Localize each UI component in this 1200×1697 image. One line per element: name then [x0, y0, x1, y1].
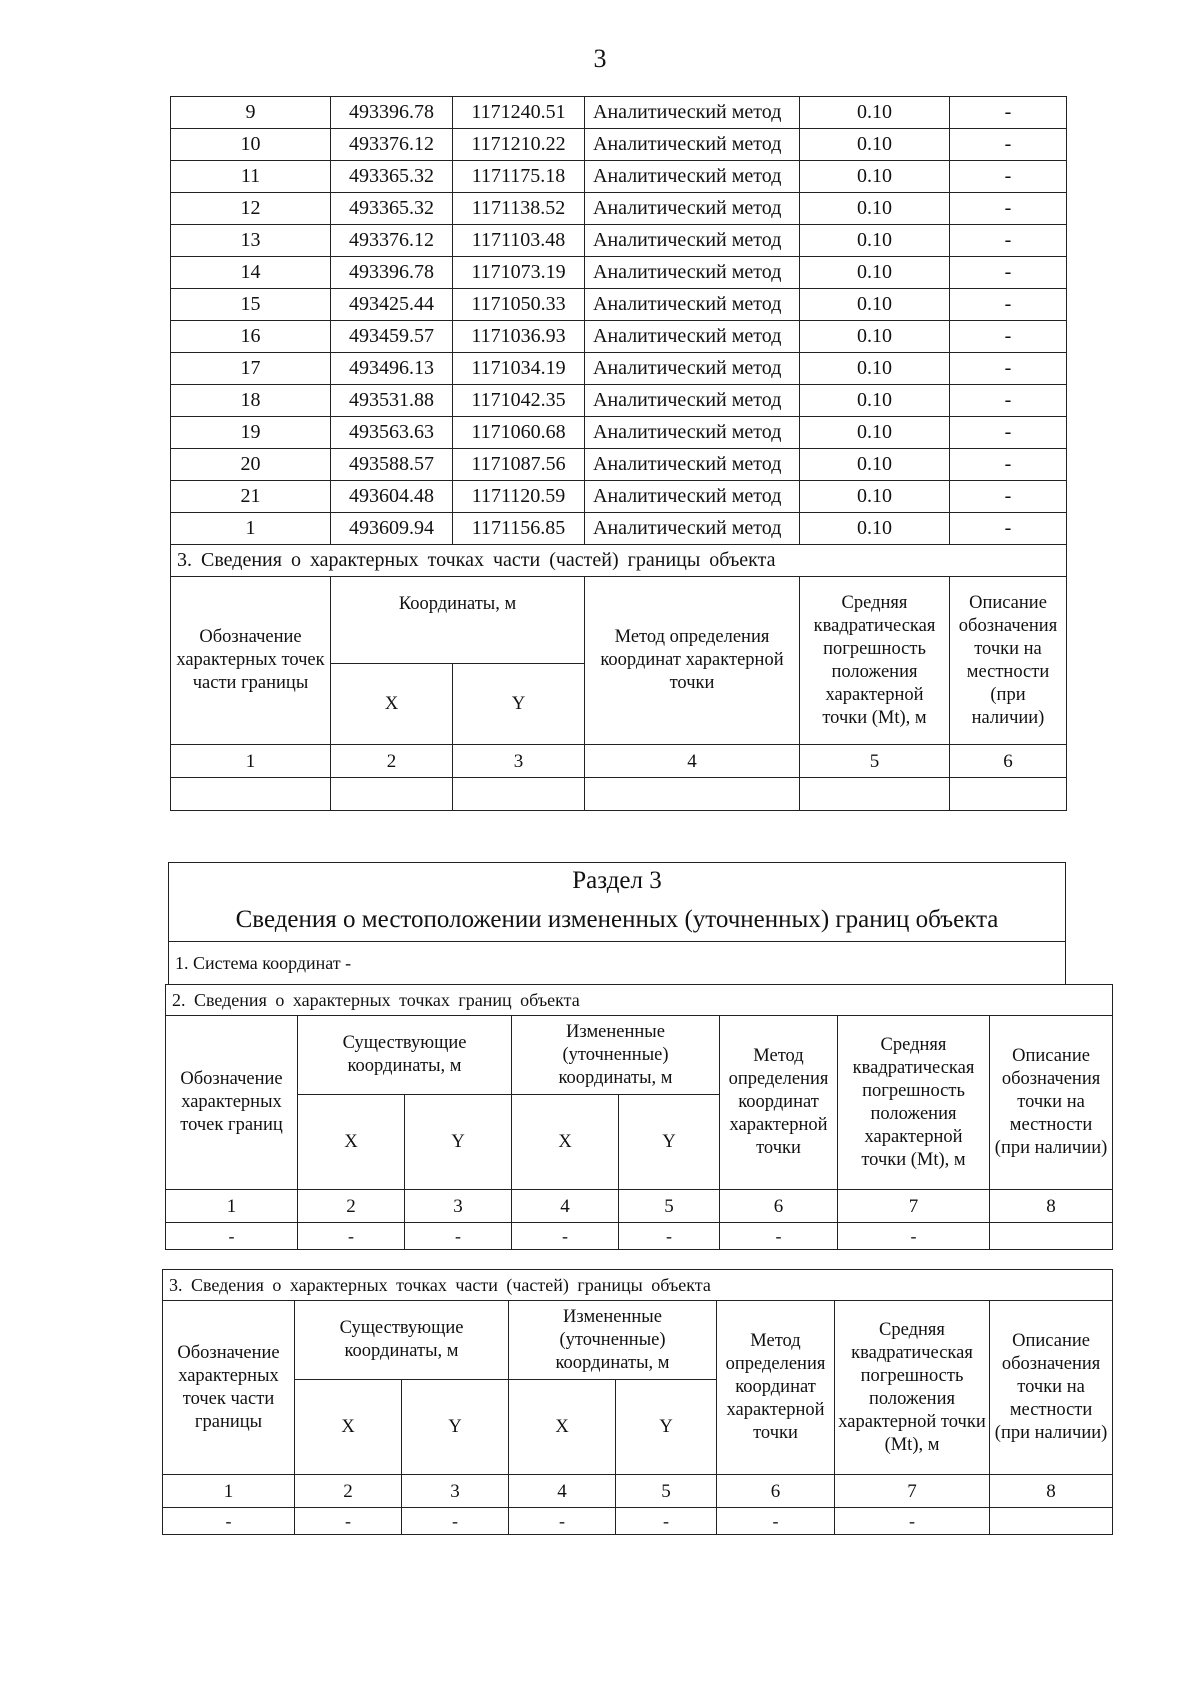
column-numbers-row — [166, 1190, 1113, 1223]
mt-value: 0.10 — [800, 193, 950, 225]
dash-cell: - — [720, 1223, 838, 1250]
dash-cell: - — [512, 1223, 619, 1250]
mt-value: 0.10 — [800, 97, 950, 129]
col-num: 2 — [298, 1190, 405, 1223]
coord-y: 1171138.52 — [453, 193, 585, 225]
coordinate-row — [171, 289, 1067, 321]
col-num: 3 — [453, 745, 585, 778]
col-num: 6 — [717, 1475, 835, 1508]
part-points-caption: 3. Сведения о характерных точках части (частей) границы объекта — [163, 1270, 1113, 1301]
point-number: 11 — [171, 161, 331, 193]
mt-value: 0.10 — [800, 129, 950, 161]
coord-x: 493496.13 — [331, 353, 453, 385]
coord-y: 1171120.59 — [453, 481, 585, 513]
col-num: 4 — [585, 745, 800, 778]
header-existing: Существующие координаты, м — [298, 1016, 512, 1095]
mt-value: 0.10 — [800, 385, 950, 417]
dash-row — [163, 1508, 1113, 1535]
header-y: Y — [616, 1380, 717, 1475]
point-number: 21 — [171, 481, 331, 513]
coord-y: 1171042.35 — [453, 385, 585, 417]
method: Аналитический метод — [585, 193, 800, 225]
point-number: 19 — [171, 417, 331, 449]
dash-cell: - — [616, 1508, 717, 1535]
column-numbers-row — [171, 745, 1067, 778]
boundary-points-table — [165, 984, 1113, 1250]
col-num: 5 — [800, 745, 950, 778]
coordinates-table — [170, 96, 1067, 811]
coord-y: 1171156.85 — [453, 513, 585, 545]
coord-x: 493609.94 — [331, 513, 453, 545]
dash-cell: - — [166, 1223, 298, 1250]
coord-x: 493425.44 — [331, 289, 453, 321]
col-num: 6 — [720, 1190, 838, 1223]
method: Аналитический метод — [585, 257, 800, 289]
point-number: 15 — [171, 289, 331, 321]
point-number: 20 — [171, 449, 331, 481]
coord-y: 1171060.68 — [453, 417, 585, 449]
mt-value: 0.10 — [800, 257, 950, 289]
empty-row — [171, 778, 1067, 811]
col-num: 2 — [295, 1475, 402, 1508]
header-method: Метод определения координат характерной точки — [720, 1016, 838, 1190]
boundary-points-caption: 2. Сведения о характерных точках границ объекта — [166, 985, 1113, 1016]
coordinate-row — [171, 481, 1067, 513]
coord-x: 493365.32 — [331, 193, 453, 225]
point-number: 16 — [171, 321, 331, 353]
header-point: Обозначение характерных точек части границы — [163, 1301, 295, 1475]
coordinate-system: 1. Система координат - — [169, 942, 1066, 985]
method: Аналитический метод — [585, 353, 800, 385]
description: - — [950, 289, 1067, 321]
dash-cell — [990, 1223, 1113, 1250]
coord-y: 1171087.56 — [453, 449, 585, 481]
header-point: Обозначение характерных точек границ — [166, 1016, 298, 1190]
method: Аналитический метод — [585, 289, 800, 321]
point-number: 14 — [171, 257, 331, 289]
description: - — [950, 417, 1067, 449]
col-num: 7 — [838, 1190, 990, 1223]
description: - — [950, 129, 1067, 161]
dash-cell: - — [509, 1508, 616, 1535]
description: - — [950, 257, 1067, 289]
part-boundary-points-table — [162, 1269, 1113, 1535]
method: Аналитический метод — [585, 161, 800, 193]
method: Аналитический метод — [585, 97, 800, 129]
razdel-header — [168, 862, 1066, 985]
mt-value: 0.10 — [800, 161, 950, 193]
header-y: Y — [453, 664, 585, 745]
coordinate-row — [171, 353, 1067, 385]
mt-value: 0.10 — [800, 225, 950, 257]
description: - — [950, 193, 1067, 225]
header-x: X — [295, 1380, 402, 1475]
col-num: 1 — [163, 1475, 295, 1508]
mt-value: 0.10 — [800, 321, 950, 353]
method: Аналитический метод — [585, 481, 800, 513]
col-num: 1 — [171, 745, 331, 778]
point-number: 12 — [171, 193, 331, 225]
razdel-title: Сведения о местоположении измененных (уточненных) границ объекта — [169, 897, 1066, 942]
header-mt: Средняя квадратическая погрешность положения характерной точки (Mt), м — [838, 1016, 990, 1190]
header-method: Метод определения координат характерной точки — [585, 577, 800, 745]
header-x: X — [509, 1380, 616, 1475]
col-num: 7 — [835, 1475, 990, 1508]
page-number: 3 — [593, 44, 607, 73]
col-num: 2 — [331, 745, 453, 778]
point-number: 9 — [171, 97, 331, 129]
col-num: 5 — [619, 1190, 720, 1223]
coord-x: 493365.32 — [331, 161, 453, 193]
coord-x: 493563.63 — [331, 417, 453, 449]
coord-x: 493531.88 — [331, 385, 453, 417]
header-point: Обозначение характерных точек части границы — [171, 577, 331, 745]
point-number: 1 — [171, 513, 331, 545]
header-mt: Средняя квадратическая погрешность положения характерной точки (Mt), м — [800, 577, 950, 745]
method: Аналитический метод — [585, 385, 800, 417]
description: - — [950, 321, 1067, 353]
header-x: X — [512, 1095, 619, 1190]
coord-x: 493588.57 — [331, 449, 453, 481]
method: Аналитический метод — [585, 417, 800, 449]
coord-y: 1171034.19 — [453, 353, 585, 385]
header-y: Y — [619, 1095, 720, 1190]
dash-cell: - — [163, 1508, 295, 1535]
dash-cell: - — [298, 1223, 405, 1250]
coordinate-row — [171, 129, 1067, 161]
header-method: Метод определения координат характерной точки — [717, 1301, 835, 1475]
method: Аналитический метод — [585, 321, 800, 353]
col-num: 6 — [950, 745, 1067, 778]
col-num: 5 — [616, 1475, 717, 1508]
method: Аналитический метод — [585, 129, 800, 161]
coordinate-row — [171, 385, 1067, 417]
coord-x: 493376.12 — [331, 129, 453, 161]
coordinate-row — [171, 257, 1067, 289]
col-num: 4 — [509, 1475, 616, 1508]
point-number: 13 — [171, 225, 331, 257]
dash-cell: - — [619, 1223, 720, 1250]
dash-cell: - — [835, 1508, 990, 1535]
col-num: 8 — [990, 1190, 1113, 1223]
header-existing: Существующие координаты, м — [295, 1301, 509, 1380]
mt-value: 0.10 — [800, 449, 950, 481]
header-desc: Описание обозначения точки на местности (при наличии) — [990, 1301, 1113, 1475]
coordinate-row — [171, 97, 1067, 129]
mt-value: 0.10 — [800, 289, 950, 321]
dash-row — [166, 1223, 1113, 1250]
coord-x: 493396.78 — [331, 257, 453, 289]
coord-x: 493376.12 — [331, 225, 453, 257]
coordinate-row — [171, 449, 1067, 481]
point-number: 10 — [171, 129, 331, 161]
header-y: Y — [405, 1095, 512, 1190]
dash-cell — [990, 1508, 1113, 1535]
header-coords: Координаты, м — [331, 577, 585, 664]
mt-value: 0.10 — [800, 513, 950, 545]
dash-cell: - — [717, 1508, 835, 1535]
description: - — [950, 161, 1067, 193]
coordinate-row — [171, 161, 1067, 193]
coordinate-row — [171, 321, 1067, 353]
description: - — [950, 481, 1067, 513]
col-num: 1 — [166, 1190, 298, 1223]
col-num: 4 — [512, 1190, 619, 1223]
column-numbers-row — [163, 1475, 1113, 1508]
coord-x: 493459.57 — [331, 321, 453, 353]
coord-y: 1171240.51 — [453, 97, 585, 129]
description: - — [950, 353, 1067, 385]
coord-x: 493396.78 — [331, 97, 453, 129]
dash-cell: - — [838, 1223, 990, 1250]
col-num: 3 — [405, 1190, 512, 1223]
col-num: 8 — [990, 1475, 1113, 1508]
header-y: Y — [402, 1380, 509, 1475]
coord-y: 1171036.93 — [453, 321, 585, 353]
mt-value: 0.10 — [800, 353, 950, 385]
description: - — [950, 449, 1067, 481]
coord-y: 1171175.18 — [453, 161, 585, 193]
dash-cell: - — [405, 1223, 512, 1250]
header-mt: Средняя квадратическая погрешность положения характерной точки (Mt), м — [835, 1301, 990, 1475]
razdel-label: Раздел 3 — [169, 863, 1066, 898]
dash-cell: - — [295, 1508, 402, 1535]
method: Аналитический метод — [585, 225, 800, 257]
header-changed: Измененные (уточненные) координаты, м — [509, 1301, 717, 1380]
method: Аналитический метод — [585, 513, 800, 545]
coordinate-row — [171, 417, 1067, 449]
method: Аналитический метод — [585, 449, 800, 481]
coordinate-row — [171, 225, 1067, 257]
dash-cell: - — [402, 1508, 509, 1535]
header-x: X — [331, 664, 453, 745]
point-number: 17 — [171, 353, 331, 385]
part-boundary-caption: 3. Сведения о характерных точках части (частей) границы объекта — [171, 545, 1067, 577]
coordinates-body — [171, 97, 1067, 545]
description: - — [950, 385, 1067, 417]
description: - — [950, 97, 1067, 129]
coordinate-row — [171, 513, 1067, 545]
description: - — [950, 513, 1067, 545]
mt-value: 0.10 — [800, 481, 950, 513]
col-num: 3 — [402, 1475, 509, 1508]
coord-y: 1171210.22 — [453, 129, 585, 161]
header-changed: Измененные (уточненные) координаты, м — [512, 1016, 720, 1095]
part-boundary-section — [171, 545, 1067, 811]
coord-y: 1171103.48 — [453, 225, 585, 257]
coord-y: 1171073.19 — [453, 257, 585, 289]
header-desc: Описание обозначения точки на местности (при наличии) — [950, 577, 1067, 745]
coordinate-row — [171, 193, 1067, 225]
coord-y: 1171050.33 — [453, 289, 585, 321]
header-x: X — [298, 1095, 405, 1190]
mt-value: 0.10 — [800, 417, 950, 449]
point-number: 18 — [171, 385, 331, 417]
description: - — [950, 225, 1067, 257]
header-desc: Описание обозначения точки на местности (при наличии) — [990, 1016, 1113, 1190]
coord-x: 493604.48 — [331, 481, 453, 513]
